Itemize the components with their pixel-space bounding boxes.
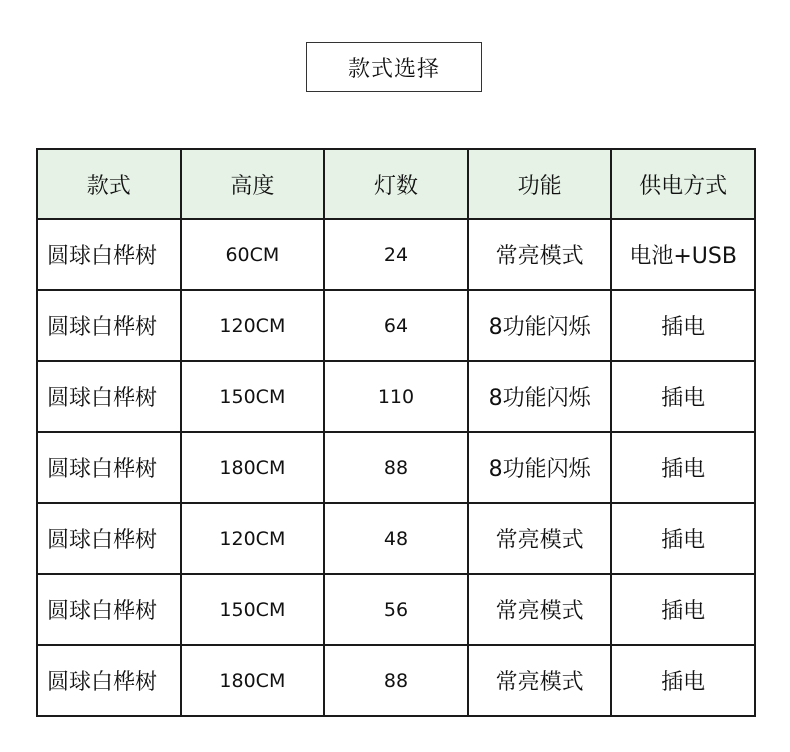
cell-power-supply: 插电: [611, 361, 755, 432]
cell-function: 8功能闪烁: [468, 290, 612, 361]
cell-function: 8功能闪烁: [468, 432, 612, 503]
table-row: [37, 361, 755, 432]
cell-light-count: 24: [324, 219, 468, 290]
spec-table: [36, 148, 756, 717]
cell-height: 150CM: [181, 361, 325, 432]
cell-power-supply: 插电: [611, 503, 755, 574]
table-row: [37, 219, 755, 290]
cell-power-supply: 插电: [611, 290, 755, 361]
cell-style: 圆球白桦树: [37, 290, 181, 361]
cell-light-count: 56: [324, 574, 468, 645]
cell-light-count: 88: [324, 645, 468, 716]
cell-light-count: 88: [324, 432, 468, 503]
cell-style: 圆球白桦树: [37, 574, 181, 645]
cell-function: 8功能闪烁: [468, 361, 612, 432]
cell-height: 120CM: [181, 503, 325, 574]
table-row: [37, 432, 755, 503]
cell-power-supply: 插电: [611, 645, 755, 716]
cell-function: 常亮模式: [468, 503, 612, 574]
cell-style: 圆球白桦树: [37, 361, 181, 432]
cell-style: 圆球白桦树: [37, 219, 181, 290]
cell-style: 圆球白桦树: [37, 503, 181, 574]
cell-height: 150CM: [181, 574, 325, 645]
cell-light-count: 48: [324, 503, 468, 574]
cell-light-count: 64: [324, 290, 468, 361]
page-title: 款式选择: [306, 42, 482, 92]
table-row: [37, 574, 755, 645]
cell-function: 常亮模式: [468, 219, 612, 290]
cell-height: 180CM: [181, 432, 325, 503]
cell-height: 180CM: [181, 645, 325, 716]
header-style: 款式: [37, 149, 181, 219]
cell-style: 圆球白桦树: [37, 432, 181, 503]
header-light-count: 灯数: [324, 149, 468, 219]
table-row: [37, 290, 755, 361]
cell-power-supply: 电池+USB: [611, 219, 755, 290]
cell-function: 常亮模式: [468, 645, 612, 716]
cell-function: 常亮模式: [468, 574, 612, 645]
cell-power-supply: 插电: [611, 432, 755, 503]
cell-height: 120CM: [181, 290, 325, 361]
header-function: 功能: [468, 149, 612, 219]
header-height: 高度: [181, 149, 325, 219]
table-row: [37, 503, 755, 574]
table-header-row: [37, 149, 755, 219]
table-row: [37, 645, 755, 716]
header-power-supply: 供电方式: [611, 149, 755, 219]
cell-style: 圆球白桦树: [37, 645, 181, 716]
cell-light-count: 110: [324, 361, 468, 432]
cell-height: 60CM: [181, 219, 325, 290]
cell-power-supply: 插电: [611, 574, 755, 645]
